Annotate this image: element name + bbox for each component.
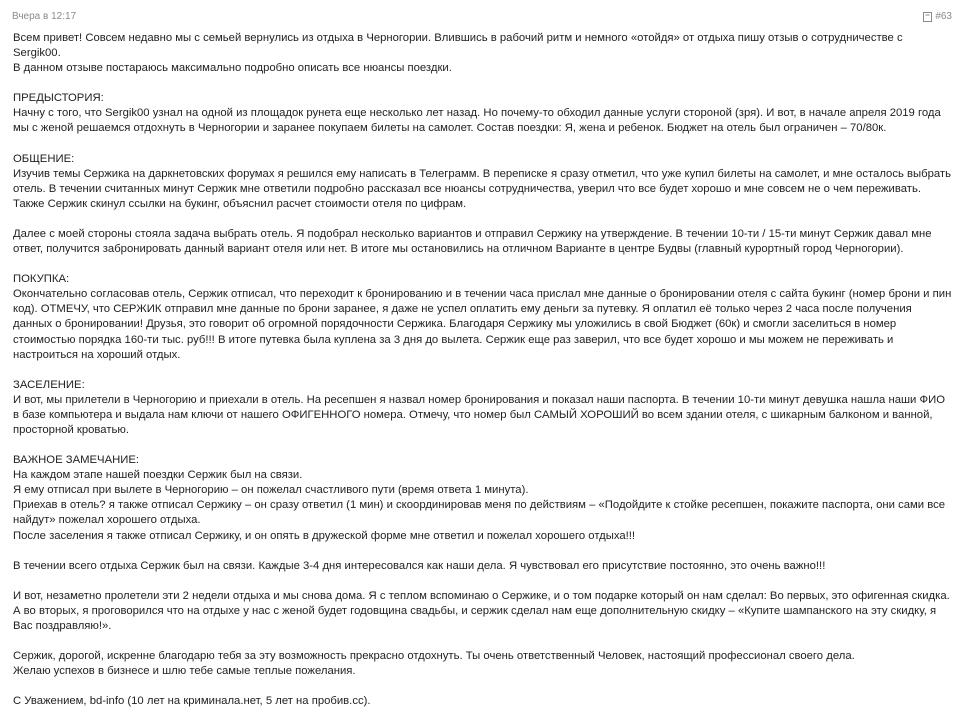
section-purchase-text: Окончательно согласовав отель, Сержик отписал, что переходит к бронированию и в течении часа прислал мне данные о бронировании отеля с сайта букинг (номер брони и пин код). ОТМЕЧУ, что СЕРЖИК отправил мне данные по брони заранее, я даже не успел оплатить ему деньги за путевку. Я оплатил её только через 2 часа после получения данных о бронировании! Друзья, это говорит об огромной порядочности Сержика. Благодаря Сержику мы уложились в свой Бюджет (60к) и смогли заселиться в номер стоимостью порядка 160-ти тыс. руб!!! В итоге путевка была куплена за 3 дня до вылета. Сержик еще раз заверил, что все будет хорошо и мы можем не переживать и настроиться на хороший отдых. (13, 288, 952, 361)
important-line-4: После заселения я также отписал Сержику, и он опять в дружеской форме мне ответил и пожелал хорошего отдыха!!! (13, 529, 636, 542)
section-communication-text-2: Далее с моей стороны стояла задача выбрать отель. Я подобрал несколько вариантов и отправил Сержику на утверждение. В течении 10-ти / 15-ти минут Сержик давал мне ответ, получится забронировать данный вариант отеля или нет. В итоге мы остановились на отличном Варианте в центре Будвы (главный курортный город Черногории). (13, 227, 932, 256)
section-background-text: Начну с того, что Sergik00 узнал на одной из площадок рунета еще несколько лет назад. Но почему-то обходил данные услуги стороной (зря). И вот, в начале апреля 2019 года мы с женой решаемся отдохнуть в Черногории и заранее покупаем билеты на самолет. Состав поездки: Я, жена и ребенок. Бюджет на отель был ограничен – 70/80к. (13, 107, 941, 135)
post-number-link[interactable] (923, 11, 952, 22)
wishes-paragraph: Желаю успехов в бизнесе и шлю тебе самые теплые пожелания. (13, 665, 356, 678)
contact-paragraph: В течении всего отдыха Сержик был на связи. Каждые 3-4 дня интересовался как наши дела. Я чувствовал его присутствие постоянно, это очень важно!!! (13, 559, 826, 572)
signature: С Уважением, bd-info (10 лет на криминала.нет, 5 лет на пробив.сс). (13, 695, 371, 708)
thanks-paragraph: Сержик, дорогой, искренне благодарю тебя за эту возможность прекрасно отдохнуть. Ты очень ответственный Человек, настоящий профессионал своего дела. (13, 650, 855, 662)
post-number[interactable]: #63 (935, 11, 952, 22)
section-heading-purchase: ПОКУПКА: (13, 273, 70, 286)
post-body (13, 31, 953, 709)
important-line-3: Приехав в отель? я также отписал Сержику – он сразу ответил (1 мин) и скоординировав меня по действиям – «Подойдите к стойке ресепшен, покажите паспорта, они сами все найдут» пожелал хорошего отдыха. (13, 499, 946, 527)
important-line-2: Я ему отписал при вылете в Черногорию – он пожелал счастливого пути (время ответа 1 минута). (13, 484, 529, 497)
post-meta (12, 11, 952, 25)
intro-text-2: В данном отзыве постараюсь максимально подробно описать все нюансы поездки. (13, 62, 452, 75)
section-heading-checkin: ЗАСЕЛЕНИЕ: (13, 378, 85, 391)
intro-text: Всем привет! Совсем недавно мы с семьей вернулись из отдыха в Черногории. Влившись в рабочий ритм и немного «отойдя» от отдыха пишу отзыв о сотрудничестве с Sergik00. (13, 32, 903, 60)
section-heading-communication: ОБЩЕНИЕ: (13, 152, 75, 165)
section-checkin-text: И вот, мы прилетели в Черногорию и приехали в отель. На ресепшен я назвал номер бронирования и показал наши паспорта. В течении 10-ти минут девушка нашла наши ФИО в базе компьютера и выдала нам ключи от нашего ОФИГЕННОГО номера. Отмечу, что номер был САМЫЙ ХОРОШИЙ во всем здании отеля, с шикарным балконом и ванной, просторной кроватью. (13, 393, 945, 436)
section-heading-background: ПРЕДЫСТОРИЯ: (13, 92, 104, 105)
important-line-1: На каждом этапе нашей поездки Сержик был на связи. (13, 469, 303, 482)
post-timestamp[interactable]: Вчера в 12:17 (12, 11, 77, 22)
gift-paragraph: И вот, незаметно пролетели эти 2 недели отдыха и мы снова дома. Я с теплом вспоминаю о Сержике, и о том подарке который он нам сделал: Во первых, это офигенная скидка. А во вторых, я проговорился что на отдыхе у нас с женой будет годовщина свадьбы, и сержик сделал нам еще дополнительную скидку – «Купите шампанского на эту скидку, я Вас поздравляю!». (13, 589, 950, 632)
section-communication-text: Изучив темы Сержика на даркнетовских форумах я решился ему написать в Телеграмм. В переписке я сразу отметил, что уже купил билеты на самолет, и мне осталось выбрать отель. В течении считанных минут Сержик мне ответили подробно рассказал все нюансы сотрудничества, уверил что все будет хорошо и мне совсем не о чем переживать. Также Сержик скинул ссылки на букинг, объяснил расчет стоимости отеля по цифрам. (13, 167, 951, 210)
bookmark-icon[interactable] (923, 12, 932, 22)
section-heading-important: ВАЖНОЕ ЗАМЕЧАНИЕ: (13, 454, 140, 467)
